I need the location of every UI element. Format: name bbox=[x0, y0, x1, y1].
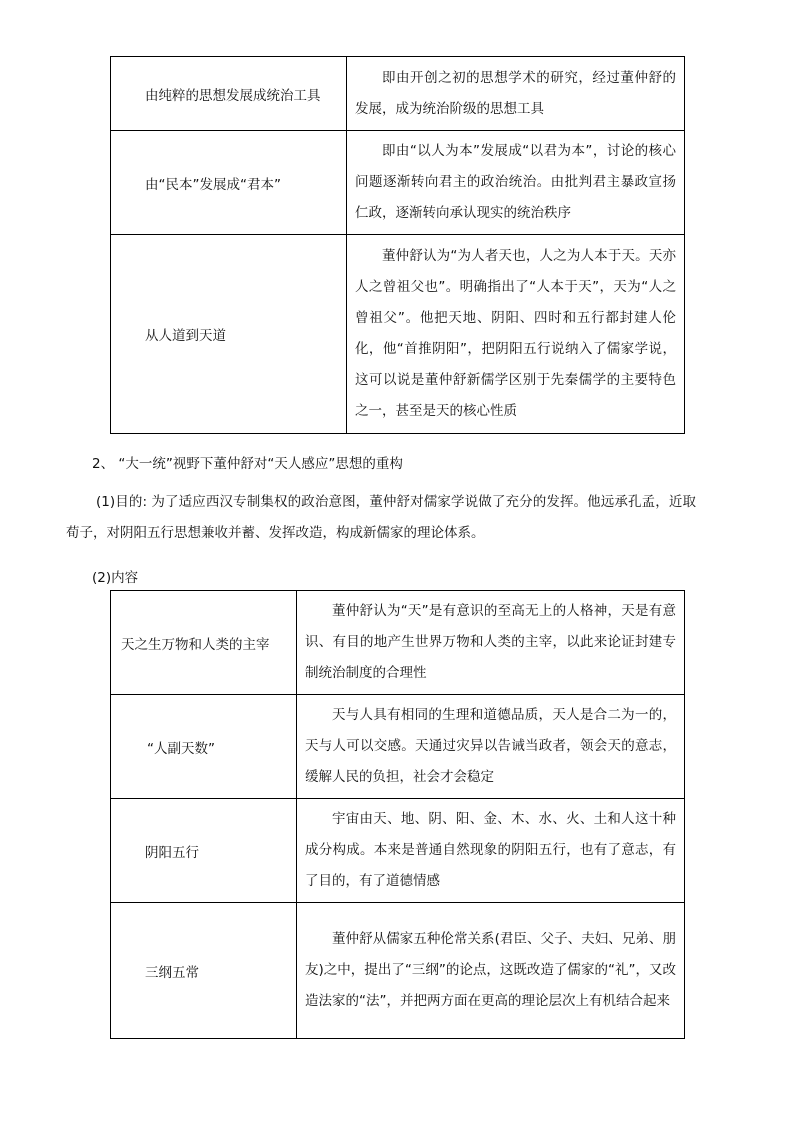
section-heading: 2、 “大一统”视野下董仲舒对“天人感应”思想的重构 bbox=[92, 456, 403, 472]
table-cell-label: 从人道到天道 bbox=[111, 235, 347, 434]
table-row bbox=[111, 57, 685, 131]
content-subheading: (2)内容 bbox=[92, 570, 139, 586]
purpose-paragraph: (1)目的: 为了适应西汉专制集权的政治意图，董仲舒对儒家学说做了充分的发挥。他远承孔孟，近取荀子，对阴阳五行思想兼收并蓄、发挥改造，构成新儒家的理论体系。 bbox=[66, 494, 696, 541]
cell-paragraph: 天与人具有相同的生理和道德品质，天人是合二为一的，天与人可以交感。天通过灾异以告诫当政者，领会天的意志，缓解人民的负担，社会才会稳定 bbox=[305, 707, 676, 785]
table-cell-text bbox=[297, 799, 685, 903]
cell-paragraph: 董仲舒从儒家五种伦常关系(君臣、父子、夫妇、兄弟、朋友)之中，提出了“三纲”的论点，这既改造了儒家的“礼”，又改造法家的“法”，并把两方面在更高的理论层次上有机结合起来 bbox=[305, 931, 676, 1009]
cell-paragraph: 宇宙由天、地、阴、阳、金、木、水、火、土和人这十种成分构成。本来是普通自然现象的阴阳五行，也有了意志，有了目的，有了道德情感 bbox=[305, 811, 676, 889]
table-cell-text bbox=[347, 235, 685, 434]
table-cell-text bbox=[347, 131, 685, 235]
table-cell-label: 三纲五常 bbox=[111, 903, 297, 1039]
table-row bbox=[111, 131, 685, 235]
table-cell-text bbox=[347, 57, 685, 131]
comparison-table-2 bbox=[110, 590, 685, 1039]
cell-paragraph: 董仲舒认为“天”是有意识的至高无上的人格神，天是有意识、有目的地产生世界万物和人类的主宰，以此来论证封建专制统治制度的合理性 bbox=[305, 603, 676, 681]
table-row bbox=[111, 903, 685, 1039]
table-row bbox=[111, 799, 685, 903]
table-cell-text bbox=[297, 903, 685, 1039]
table-row bbox=[111, 591, 685, 695]
table-cell-label: 由“民本”发展成“君本” bbox=[111, 131, 347, 235]
table-row bbox=[111, 695, 685, 799]
table-cell-label: “人副天数” bbox=[111, 695, 297, 799]
cell-paragraph: 董仲舒认为“为人者天也，人之为人本于天。天亦人之曾祖父也”。明确指出了“人本于天”，天为“人之曾祖父”。他把天地、阴阳、四时和五行都封建人伦化，他“首推阴阳”，把阴阳五行说纳入了儒家学说，这可以说是董仲舒新儒学区别于先秦儒学的主要特色之一，甚至是天的核心性质 bbox=[355, 248, 676, 419]
cell-paragraph: 即由开创之初的思想学术的研究，经过董仲舒的发展，成为统治阶级的思想工具 bbox=[355, 69, 676, 117]
table-cell-label: 阴阳五行 bbox=[111, 799, 297, 903]
cell-paragraph: 即由“以人为本”发展成“以君为本”，讨论的核心问题逐渐转向君主的政治统治。由批判君主暴政宣扬仁政，逐渐转向承认现实的统治秩序 bbox=[355, 143, 676, 221]
table-cell-label: 由纯粹的思想发展成统治工具 bbox=[111, 57, 347, 131]
comparison-table-1 bbox=[110, 56, 685, 434]
table-cell-label: 天之生万物和人类的主宰 bbox=[111, 591, 297, 695]
table-cell-text bbox=[297, 695, 685, 799]
table-cell-text bbox=[297, 591, 685, 695]
table-row bbox=[111, 235, 685, 434]
